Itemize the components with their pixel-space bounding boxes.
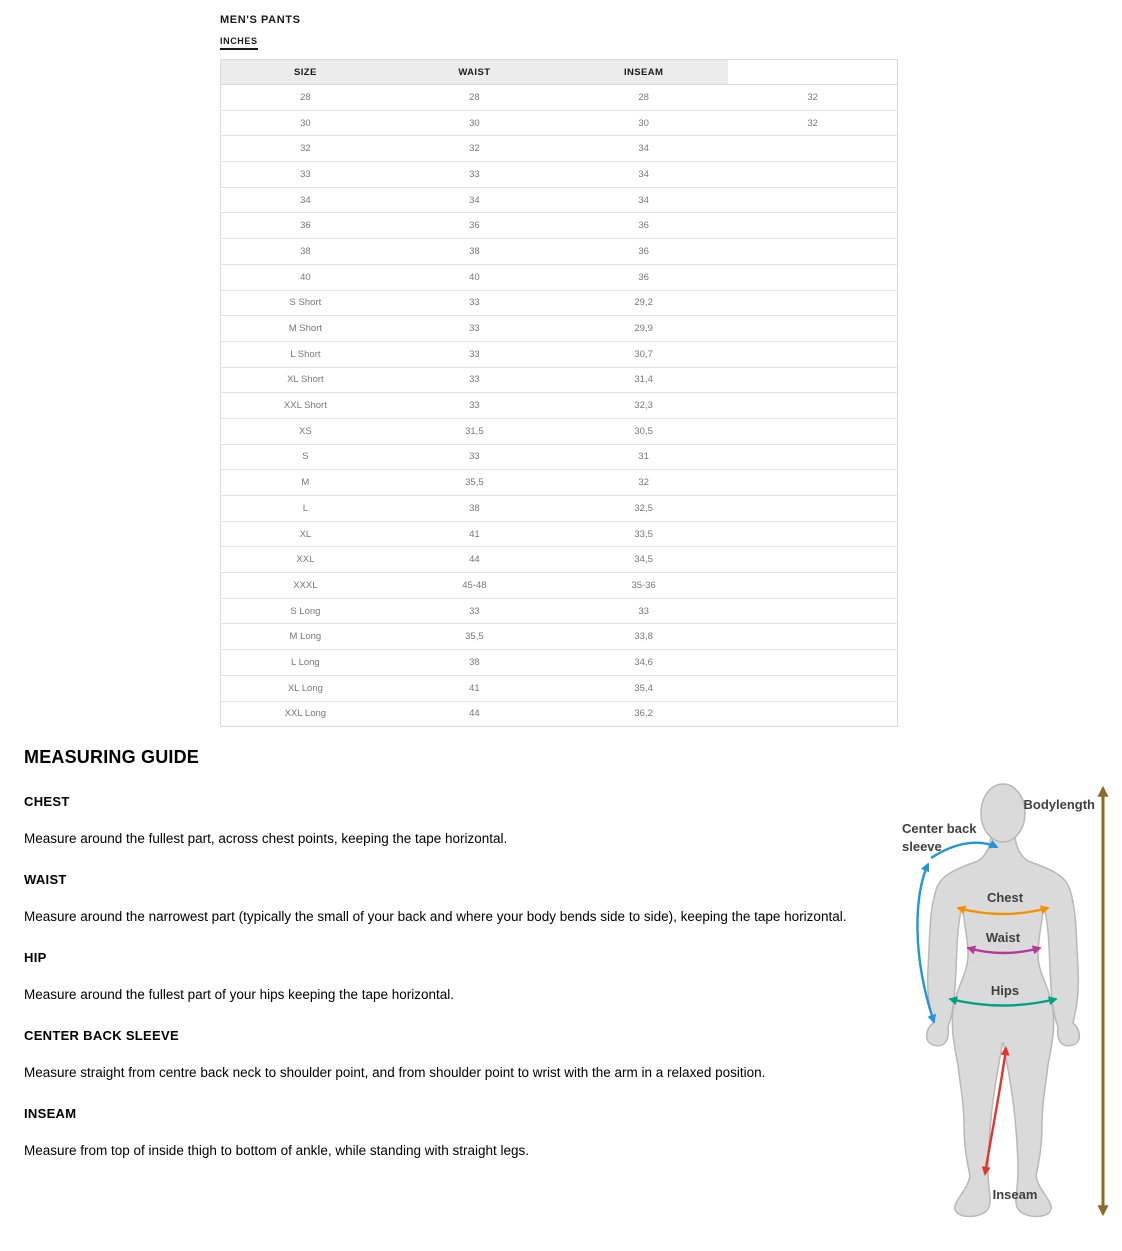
chest-label: Chest [986,890,1024,906]
table-row [221,573,898,599]
table-row [221,701,898,727]
table-row [221,264,898,290]
table-cell: 33 [390,367,559,393]
table-cell: 30,7 [559,341,728,367]
table-cell: 44 [469,708,480,720]
table-cell: 33 [390,341,559,367]
table-cell: 45-48 [390,573,559,599]
table-cell: 32 [221,136,390,162]
table-cell: 33,8 [559,624,728,650]
table-cell: 33 [390,444,559,470]
table-cell: 33 [390,290,559,316]
table-cell: 34 [559,187,728,213]
table-row [221,341,898,367]
table-cell: 38 [390,239,559,265]
table-cell [728,239,897,265]
table-header-row [221,60,898,85]
table-cell: S Short [221,290,390,316]
table-row [221,418,898,444]
table-cell: 32 [728,110,897,136]
table-row [221,187,898,213]
waist-label: Waist [985,930,1021,946]
table-cell [728,367,897,393]
table-cell [728,162,897,188]
table-cell [728,316,897,342]
table-cell [728,136,897,162]
table-cell [728,496,897,522]
table-cell: 34 [559,162,728,188]
table-cell: 33 [221,162,390,188]
table-cell [728,547,897,573]
table-cell: 31 [559,444,728,470]
table-cell: XL Long [221,675,390,701]
table-cell [728,290,897,316]
table-cell: 30 [221,110,390,136]
table-row [221,675,898,701]
table-cell [728,521,897,547]
table-cell: XXXL [221,573,390,599]
table-row [221,470,898,496]
table-cell: 36 [559,239,728,265]
table-cell: L Long [221,650,390,676]
table-row [221,521,898,547]
table-cell: 30,5 [559,418,728,444]
center-back-sleeve-label-line2: sleeve [902,839,942,855]
column-header-waist: WAIST [390,60,559,85]
table-cell: 31,5 [390,418,559,444]
table-cell: 33 [390,316,559,342]
table-cell [728,187,897,213]
table-row [221,85,898,111]
table-row [221,650,898,676]
table-cell [728,701,897,727]
table-cell: 35,4 [559,675,728,701]
table-cell: XL [221,521,390,547]
table-cell: 44 [390,547,559,573]
table-cell [728,598,897,624]
table-cell [728,444,897,470]
table-cell [728,675,897,701]
table-cell: 32,3 [559,393,728,419]
table-cell: 33 [559,598,728,624]
table-cell: 41 [390,675,559,701]
table-cell: L [221,496,390,522]
guide-title: MEASURING GUIDE [24,747,200,768]
table-cell: 38 [221,239,390,265]
table-cell: L Short [221,341,390,367]
hips-label: Hips [990,983,1020,999]
measuring-guide-section [0,727,1122,1203]
table-cell: 40 [390,264,559,290]
table-cell: XXL [221,547,390,573]
table-row [221,136,898,162]
table-cell: 36 [221,213,390,239]
table-cell [728,650,897,676]
table-cell [728,470,897,496]
table-cell: 34 [390,187,559,213]
table-row [221,213,898,239]
table-cell: 30 [559,110,728,136]
guide-text-waist: Measure around the narrowest part (typically the small of your back and where your body bends side to side), keeping the tape horizontal. [24,909,847,925]
table-cell: 40 [221,264,390,290]
table-cell: 34,5 [559,547,728,573]
table-row [221,393,898,419]
column-header-blank [728,60,897,85]
table-cell: 32 [728,85,897,111]
table-cell [728,341,897,367]
table-cell: 28 [559,85,728,111]
size-table [220,59,898,727]
table-cell: 32,5 [559,496,728,522]
table-cell: 29,9 [559,316,728,342]
table-cell: 41 [390,521,559,547]
table-cell: 33 [390,393,559,419]
table-row [221,496,898,522]
inseam-label: Inseam [992,1187,1038,1203]
page-title: MEN'S PANTS [220,14,301,26]
table-cell: 36,2 [634,708,653,720]
table-cell: 35-36 [559,573,728,599]
guide-heading-hip: HIP [24,950,47,966]
center-back-sleeve-label-line1: Center back [902,821,977,837]
table-cell: 35,5 [390,470,559,496]
column-header-size: SIZE [221,60,390,85]
table-cell: S Long [221,598,390,624]
table-cell [728,624,897,650]
guide-text-chest: Measure around the fullest part, across chest points, keeping the tape horizontal. [24,831,508,847]
unit-tab-inches[interactable]: INCHES [220,36,258,50]
table-cell: S [221,444,390,470]
table-cell: M Short [221,316,390,342]
guide-text-hip: Measure around the fullest part of your hips keeping the tape horizontal. [24,987,455,1003]
table-row [221,316,898,342]
table-cell: XS [221,418,390,444]
table-cell: 31,4 [559,367,728,393]
table-row [221,444,898,470]
table-cell [728,213,897,239]
table-cell: 36 [559,213,728,239]
table-cell: 36 [390,213,559,239]
table-cell: 33,5 [559,521,728,547]
table-cell: 32 [390,136,559,162]
table-cell: 33 [390,162,559,188]
table-cell: XL Short [221,367,390,393]
bodylength-label: Bodylength [1023,797,1095,813]
table-cell: M [221,470,390,496]
table-cell [728,393,897,419]
table-cell: 34,6 [559,650,728,676]
guide-heading-chest: CHEST [24,794,70,810]
table-cell: 34 [559,136,728,162]
table-cell: 28 [221,85,390,111]
table-row [221,547,898,573]
table-cell: 28 [390,85,559,111]
table-cell: 36 [559,264,728,290]
table-cell: 32 [559,470,728,496]
table-cell: 34 [221,187,390,213]
table-cell [728,573,897,599]
table-row [221,598,898,624]
body-measurement-diagram [898,776,1122,1227]
table-cell: 38 [390,650,559,676]
table-row [221,110,898,136]
table-cell [728,418,897,444]
table-row [221,239,898,265]
table-cell: M Long [221,624,390,650]
table-cell [728,264,897,290]
table-cell: 33 [390,598,559,624]
table-cell: 29,2 [559,290,728,316]
table-cell: XXL Short [221,393,390,419]
guide-heading-waist: WAIST [24,872,67,888]
guide-text-inseam: Measure from top of inside thigh to bottom of ankle, while standing with straight legs. [24,1143,530,1159]
table-row [221,367,898,393]
guide-heading-inseam: INSEAM [24,1106,77,1122]
table-row [221,290,898,316]
guide-text-center-back-sleeve: Measure straight from centre back neck to shoulder point, and from shoulder point to wrist with the arm in a relaxed position. [24,1065,766,1081]
table-cell: 35,5 [390,624,559,650]
table-row [221,162,898,188]
column-header-inseam: INSEAM [559,60,728,85]
table-cell: 30 [390,110,559,136]
guide-heading-center-back-sleeve: CENTER BACK SLEEVE [24,1028,179,1044]
table-cell: 38 [390,496,559,522]
table-row [221,624,898,650]
table-cell: XXL Long [284,708,327,720]
